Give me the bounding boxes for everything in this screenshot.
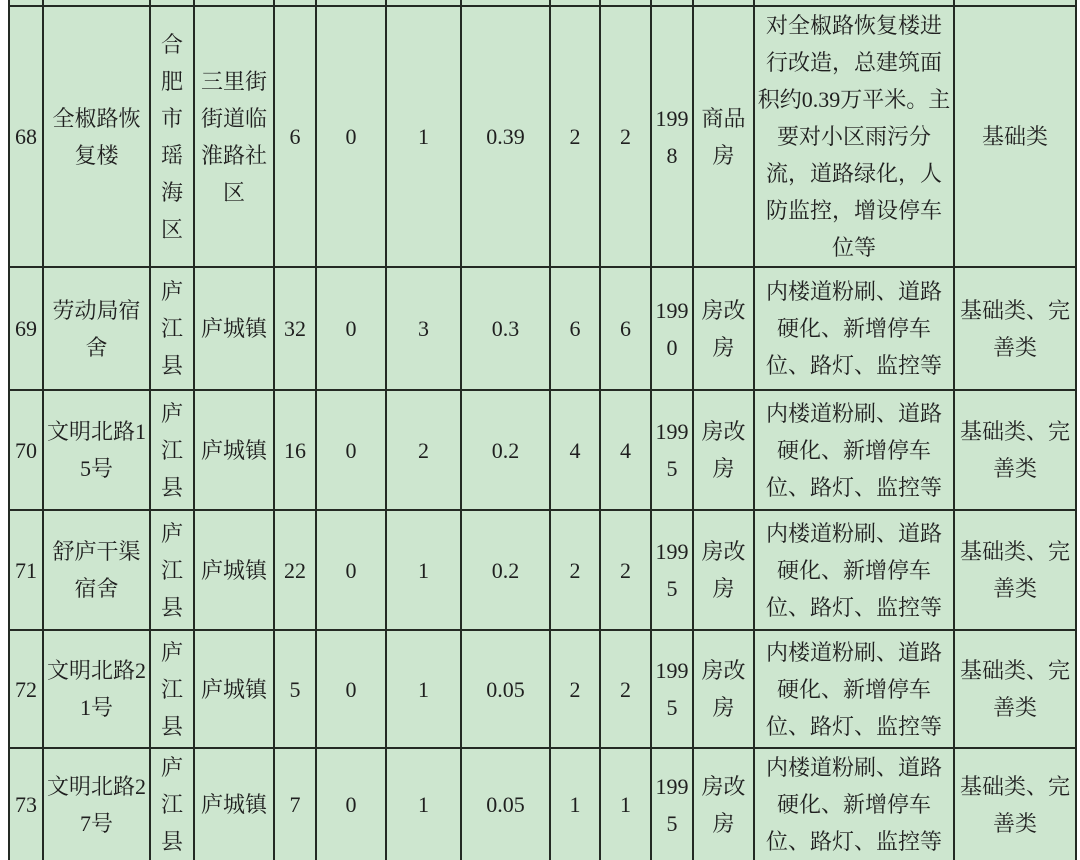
cell-num-3: 1 <box>386 6 461 267</box>
cell-area: 0.2 <box>461 390 550 510</box>
cell-year: 1995 <box>651 630 693 748</box>
cell-serial: 73 <box>9 748 43 860</box>
cell-num-buildings: 7 <box>274 748 316 860</box>
cell-category: 基础类、完善类 <box>954 748 1076 860</box>
table-row <box>9 6 1076 267</box>
cell-project-name: 文明北路27号 <box>43 748 150 860</box>
cell-area: 0.3 <box>461 267 550 390</box>
cell-num-4: 4 <box>550 390 600 510</box>
cell-category: 基础类、完善类 <box>954 510 1076 630</box>
table-row <box>9 748 1076 860</box>
cell-street: 三里街街道临淮路社区 <box>194 6 274 267</box>
cell-area: 0.39 <box>461 6 550 267</box>
cell-num-2: 0 <box>316 510 386 630</box>
cell-serial: 72 <box>9 630 43 748</box>
cell-num-4: 6 <box>550 267 600 390</box>
cell-num-5: 2 <box>600 510 651 630</box>
cell-project-name: 全椒路恢复楼 <box>43 6 150 267</box>
cell-district: 庐江县 <box>150 510 194 630</box>
cell-project-name: 劳动局宿舍 <box>43 267 150 390</box>
cell-project-name: 舒庐干渠宿舍 <box>43 510 150 630</box>
cell-num-buildings: 32 <box>274 267 316 390</box>
cell-renovation-content: 内楼道粉刷、道路硬化、新增停车位、路灯、监控等 <box>754 267 954 390</box>
cell-street: 庐城镇 <box>194 390 274 510</box>
cell-area: 0.05 <box>461 630 550 748</box>
cell-housing-type: 房改房 <box>693 510 754 630</box>
cell-num-5: 6 <box>600 267 651 390</box>
cell-num-3: 1 <box>386 748 461 860</box>
cell-serial: 71 <box>9 510 43 630</box>
cell-street: 庐城镇 <box>194 510 274 630</box>
cell-category: 基础类、完善类 <box>954 267 1076 390</box>
cell-num-buildings: 22 <box>274 510 316 630</box>
cell-year: 1990 <box>651 267 693 390</box>
table-row <box>9 630 1076 748</box>
cell-renovation-content: 内楼道粉刷、道路硬化、新增停车位、路灯、监控等 <box>754 630 954 748</box>
table-body <box>9 0 1076 860</box>
cell-category: 基础类、完善类 <box>954 390 1076 510</box>
cell-street: 庐城镇 <box>194 748 274 860</box>
cell-num-3: 3 <box>386 267 461 390</box>
table-row <box>9 267 1076 390</box>
cell-area: 0.05 <box>461 748 550 860</box>
cell-year: 1995 <box>651 510 693 630</box>
cell-street: 庐城镇 <box>194 267 274 390</box>
cell-district: 庐江县 <box>150 630 194 748</box>
cell-num-4: 2 <box>550 6 600 267</box>
cell-renovation-content: 内楼道粉刷、道路硬化、新增停车位、路灯、监控等 <box>754 510 954 630</box>
cell-category: 基础类、完善类 <box>954 630 1076 748</box>
cell-num-2: 0 <box>316 267 386 390</box>
cell-num-4: 2 <box>550 630 600 748</box>
cell-num-2: 0 <box>316 748 386 860</box>
table-row <box>9 510 1076 630</box>
cell-renovation-content: 内楼道粉刷、道路硬化、新增停车位、路灯、监控等 <box>754 748 954 860</box>
cell-num-4: 2 <box>550 510 600 630</box>
cell-num-4: 1 <box>550 748 600 860</box>
cell-category: 基础类 <box>954 6 1076 267</box>
cell-num-2: 0 <box>316 630 386 748</box>
cell-housing-type: 商品房 <box>693 6 754 267</box>
cell-project-name: 文明北路21号 <box>43 630 150 748</box>
cell-district: 庐江县 <box>150 390 194 510</box>
cell-project-name: 文明北路15号 <box>43 390 150 510</box>
cell-num-5: 2 <box>600 630 651 748</box>
cell-num-2: 0 <box>316 390 386 510</box>
cell-num-3: 2 <box>386 390 461 510</box>
renovation-projects-table <box>8 0 1077 860</box>
cell-num-buildings: 6 <box>274 6 316 267</box>
cell-num-2: 0 <box>316 6 386 267</box>
cell-housing-type: 房改房 <box>693 748 754 860</box>
cell-district: 合肥市瑶海区 <box>150 6 194 267</box>
cell-year: 1998 <box>651 6 693 267</box>
cell-street: 庐城镇 <box>194 630 274 748</box>
cell-district: 庐江县 <box>150 748 194 860</box>
cell-serial: 68 <box>9 6 43 267</box>
cell-num-5: 4 <box>600 390 651 510</box>
cell-num-3: 1 <box>386 510 461 630</box>
cell-housing-type: 房改房 <box>693 267 754 390</box>
cell-renovation-content: 内楼道粉刷、道路硬化、新增停车位、路灯、监控等 <box>754 390 954 510</box>
cell-num-5: 2 <box>600 6 651 267</box>
cell-serial: 70 <box>9 390 43 510</box>
cell-renovation-content: 对全椒路恢复楼进行改造，总建筑面积约0.39万平米。主要对小区雨污分流，道路绿化，人防监控，增设停车位等 <box>754 6 954 267</box>
cell-year: 1995 <box>651 390 693 510</box>
cell-num-buildings: 5 <box>274 630 316 748</box>
cell-num-5: 1 <box>600 748 651 860</box>
cell-serial: 69 <box>9 267 43 390</box>
cell-housing-type: 房改房 <box>693 630 754 748</box>
table-row <box>9 390 1076 510</box>
cell-district: 庐江县 <box>150 267 194 390</box>
cell-area: 0.2 <box>461 510 550 630</box>
cell-housing-type: 房改房 <box>693 390 754 510</box>
cell-num-3: 1 <box>386 630 461 748</box>
cell-num-buildings: 16 <box>274 390 316 510</box>
cell-year: 1995 <box>651 748 693 860</box>
